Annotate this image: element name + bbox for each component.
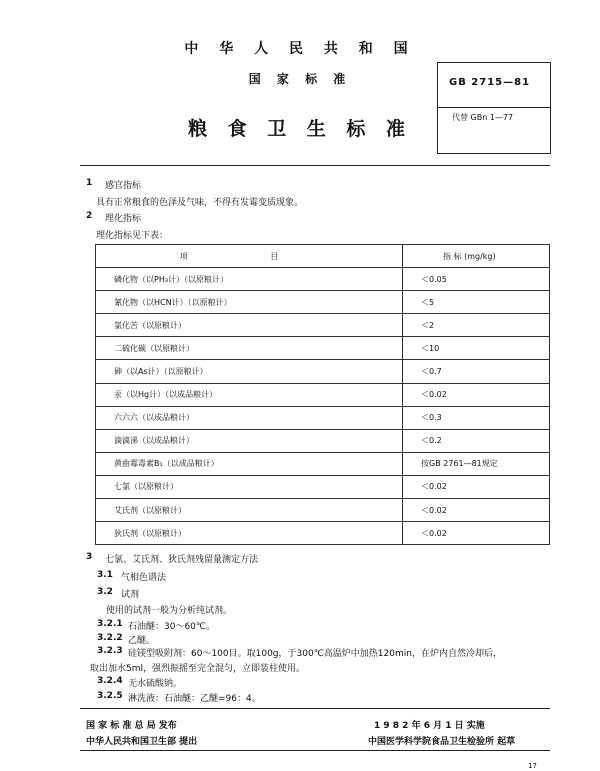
table-row — [96, 452, 550, 475]
footer-divider — [80, 708, 550, 709]
header-national-standard: 国 家 标 准 — [248, 72, 352, 86]
row-value: ＜0.2 — [403, 429, 550, 452]
row-item: 二硫化碳（以原粮计） — [96, 337, 403, 360]
row-item: 氰化物（以HCN计）（以原粮计） — [96, 291, 403, 314]
row-item: 氯化苦（以原粮计） — [96, 314, 403, 337]
column-header-item: 项 目 — [96, 245, 403, 268]
footer-bottom-divider — [80, 750, 550, 751]
section-3-2-number: 3.2 — [97, 587, 113, 597]
section-2-title: 理化指标 — [105, 214, 142, 224]
table-row — [96, 337, 550, 360]
table-row — [96, 383, 550, 406]
row-value: ＜0.05 — [403, 268, 550, 291]
row-item: 黄曲霉毒素B₁（以成品粮计） — [96, 452, 403, 475]
standard-code-box — [437, 62, 551, 154]
column-header-limit: 指 标 (mg/kg) — [403, 245, 550, 268]
row-item: 砷（以As计）（以原粮计） — [96, 360, 403, 383]
section-3-2-5-text: 淋洗液：石油醚：乙醚=96：4。 — [128, 694, 261, 704]
replaces-standard: 代替 GBn 1—77 — [452, 113, 514, 122]
row-item: 磷化物（以PH₃计）（以原粮计） — [96, 268, 403, 291]
section-2-number: 2 — [86, 211, 93, 221]
section-3-2-description: 使用的试剂一般为分析纯试剂。 — [106, 606, 233, 616]
table-row — [96, 406, 550, 429]
section-3-2-5-number: 3.2.5 — [97, 691, 123, 701]
table-row — [96, 499, 550, 522]
row-value: ＜0.02 — [403, 383, 550, 406]
section-1-text: 具有正常粮食的色泽及气味，不得有发霉变质现象。 — [96, 198, 304, 208]
row-value: 按GB 2761—81规定 — [403, 452, 550, 475]
row-value: ＜0.3 — [403, 406, 550, 429]
section-3-2-4-number: 3.2.4 — [97, 676, 123, 686]
row-value: ＜0.02 — [403, 522, 550, 545]
row-item: 滴滴涕（以成品粮计） — [96, 429, 403, 452]
indicator-table — [95, 244, 550, 545]
row-value: ＜2 — [403, 314, 550, 337]
section-3-title: 七氯、艾氏剂、狄氏剂残留量测定方法 — [105, 555, 259, 565]
row-item: 六六六（以成品粮计） — [96, 406, 403, 429]
section-3-2-3-text-line2: 取出加水5ml，强烈振摇至完全混匀，立即装柱使用。 — [90, 664, 305, 674]
section-3-1-text: 气相色谱法 — [121, 573, 167, 583]
row-value: ＜0.02 — [403, 475, 550, 498]
table-header-row — [96, 245, 550, 268]
table-row — [96, 429, 550, 452]
row-item: 艾氏剂（以原粮计） — [96, 499, 403, 522]
row-item: 狄氏剂（以原粮计） — [96, 522, 403, 545]
section-2-text: 理化指标见下表： — [96, 231, 169, 241]
section-3-2-3-text-line1: 硅镁型吸附剂：60～100目。取100g，于300℃高温炉中加热120min，在炉内自然冷却后， — [128, 649, 502, 659]
table-row — [96, 522, 550, 545]
table-row — [96, 360, 550, 383]
footer-proposer: 中华人民共和国卫生部 提出 — [86, 737, 198, 747]
section-3-2-1-text: 石油醚：30～60℃。 — [128, 622, 216, 632]
section-3-1-number: 3.1 — [97, 570, 113, 580]
footer-effective-date: 1 9 8 2 年 6 月 1 日 实施 — [374, 721, 485, 731]
row-value: ＜0.7 — [403, 360, 550, 383]
row-value: ＜10 — [403, 337, 550, 360]
footer-publisher: 国 家 标 准 总 局 发布 — [86, 721, 177, 731]
row-item: 汞（以Hg计）（以成品粮计） — [96, 383, 403, 406]
table-row — [96, 291, 550, 314]
page-number: 17 — [528, 762, 537, 770]
section-3-2-4-text: 无水硫酸钠。 — [128, 679, 183, 689]
section-1-number: 1 — [86, 178, 93, 188]
section-3-2-3-number: 3.2.3 — [97, 646, 123, 656]
footer-drafter: 中国医学科学院食品卫生检验所 起草 — [368, 737, 516, 747]
header-divider — [80, 165, 550, 166]
section-3-2-1-number: 3.2.1 — [97, 619, 123, 629]
table-row — [96, 314, 550, 337]
table-row — [96, 268, 550, 291]
section-3-2-text: 试剂 — [121, 590, 140, 600]
section-3-number: 3 — [86, 552, 93, 562]
section-3-2-2-text: 乙醚。 — [128, 636, 156, 646]
header-country: 中 华 人 民 共 和 国 — [184, 41, 416, 57]
section-1-title: 感官指标 — [105, 181, 142, 191]
row-value: ＜0.02 — [403, 499, 550, 522]
page-title: 粮 食 卫 生 标 准 — [187, 118, 413, 140]
table-row — [96, 475, 550, 498]
standard-number: GB 2715—81 — [449, 77, 531, 88]
row-value: ＜5 — [403, 291, 550, 314]
row-item: 七氯（以原粮计） — [96, 475, 403, 498]
section-3-2-2-number: 3.2.2 — [97, 633, 123, 643]
